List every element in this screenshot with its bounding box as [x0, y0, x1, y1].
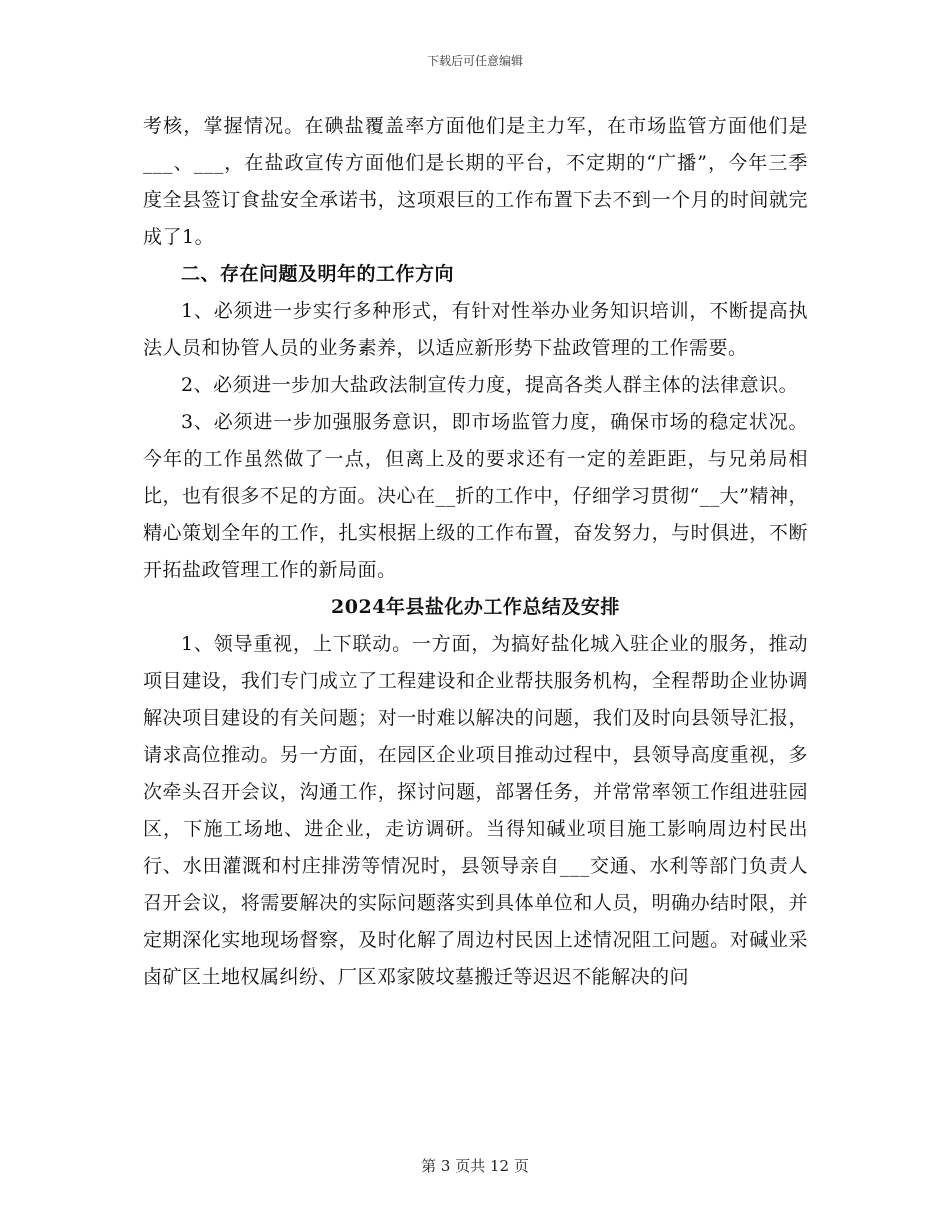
paragraph-item-1: 1、必须进一步实行多种形式，有针对性举办业务知识培训，不断提高执法人员和协管人员的业务素养，以适应新形势下盐政管理的工作需要。 [143, 300, 808, 359]
paragraph-continued: 考核，掌握情况。在碘盐覆盖率方面他们是主力军，在市场监管方面他们是___、___，在盐政宣传方面他们是长期的平台，不定期的“广播”，今年三季度全县签订食盐安全承诺书，这项艰巨的工作布置下去不到一个月的时间就完成了1。 [143, 115, 808, 248]
document-body [143, 108, 808, 996]
page-header: 下载后可任意编辑 [426, 54, 523, 68]
paragraph-item-3: 3、必须进一步加强服务意识，即市场监管力度，确保市场的稳定状况。今年的工作虽然做了一点，但离上及的要求还有一定的差距距，与兄弟局相比，也有很多不足的方面。决心在__折的工作中，仔细学习贯彻“__大”精神，精心策划全年的工作，扎实根据上级的工作布置，奋发努力，与时俱进，不断开拓盐政管理工作的新局面。 [143, 411, 808, 581]
page-footer: 第 3 页共 12 页 [421, 1157, 529, 1175]
document-title: 2024年县盐化办工作总结及安排 [331, 596, 620, 618]
paragraph-new-item-1: 1、领导重视，上下联动。一方面，为搞好盐化城入驻企业的服务，推动项目建设，我们专门成立了工程建设和企业帮扶服务机构，全程帮助企业协调解决项目建设的有关问题；对一时难以解决的问题，我们及时向县领导汇报，请求高位推动。另一方面，在园区企业项目推动过程中，县领导高度重视，多次牵头召开会议，沟通工作，探讨问题，部署任务，并常常率领工作组进驻园区，下施工场地、进企业，走访调研。当得知碱业项目施工影响周边村民出行、水田灌溉和村庄排涝等情况时，县领导亲自___交通、水利等部门负责人召开会议，将需要解决的实际问题落实到具体单位和人员，明确办结时限，并定期深化实地现场督察，及时化解了周边村民因上述情况阻工问题。对碱业采卤矿区土地权属纠纷、厂区邓家陂坟墓搬迁等迟迟不能解决的问 [143, 633, 808, 988]
paragraph-item-2: 2、必须进一步加大盐政法制宣传力度，提高各类人群主体的法律意识。 [181, 374, 799, 396]
section-heading: 二、存在问题及明年的工作方向 [181, 263, 455, 285]
